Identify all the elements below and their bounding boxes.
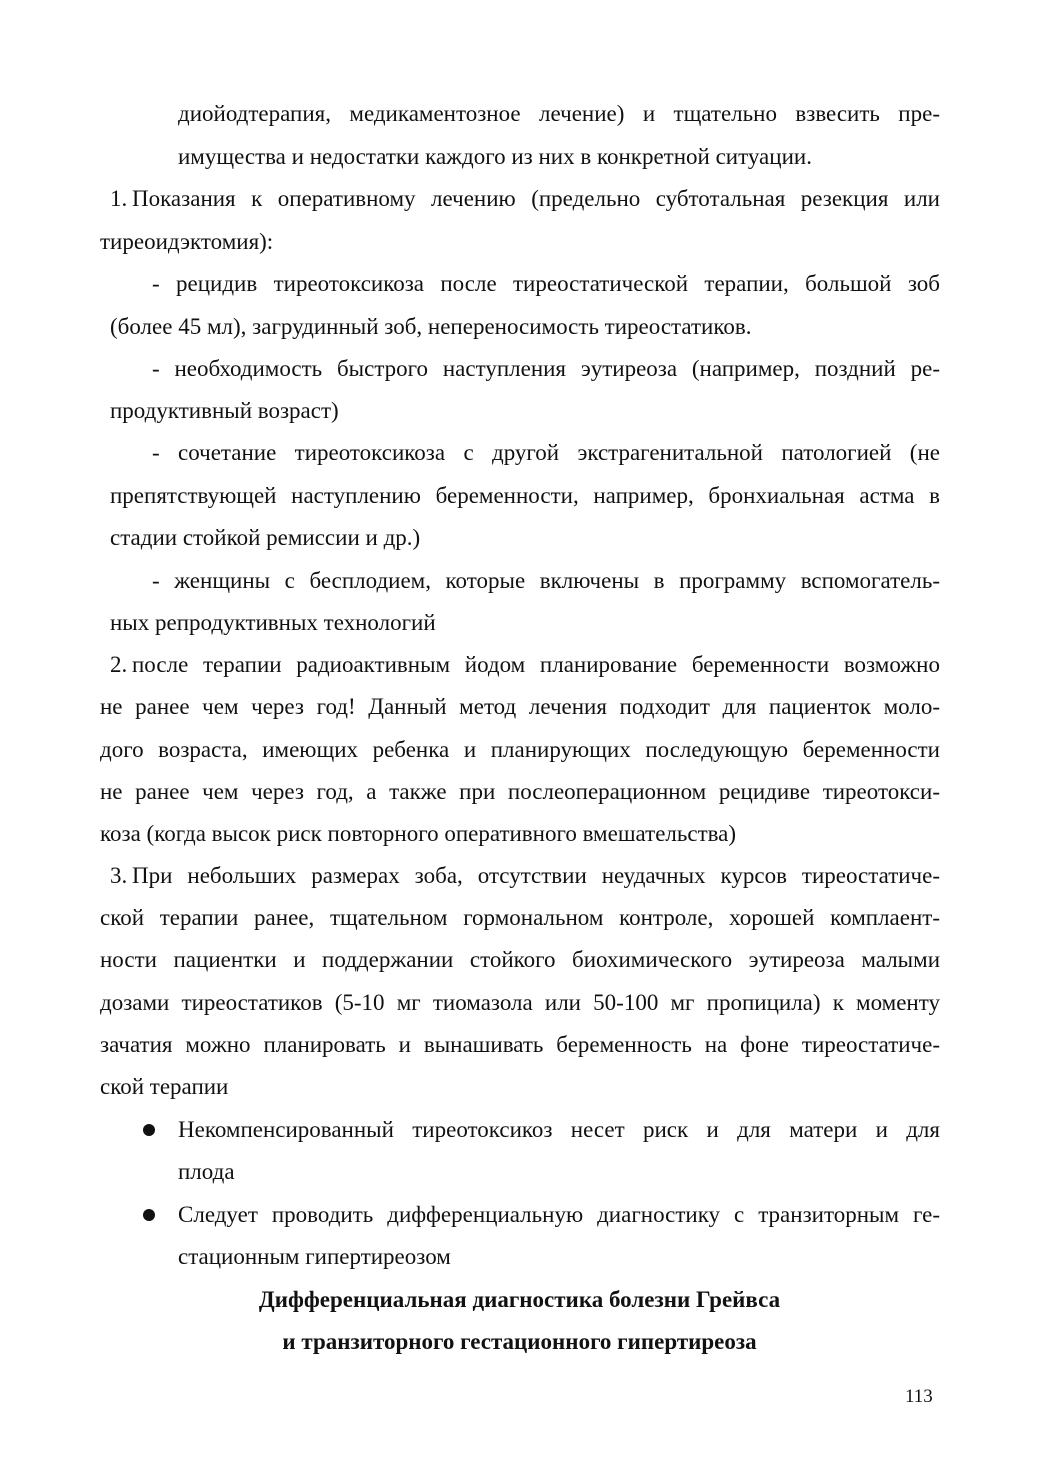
paragraph-line: имущества и недостатки каждого из них в конкретной ситуации.: [178, 144, 812, 169]
paragraph-line: зачатия можно планировать и вынашивать беременность на фоне тиреостатиче-: [100, 1032, 940, 1057]
paragraph-line: ской терапии ранее, тщательном гормональном контроле, хорошей комплаент-: [100, 905, 940, 930]
paragraph-line: препятствующей наступлению беременности, например, бронхиальная астма в: [110, 483, 940, 508]
bullet-icon: [143, 1124, 155, 1136]
indication-item: - рецидив тиреотоксикоза после тиреостатической терапии, большой зоб: [152, 271, 940, 296]
list-number: 1.: [110, 186, 128, 211]
paragraph-line: не ранее чем через год, а также при послеоперационном рецидиве тиреотокси-: [100, 779, 940, 804]
paragraph-line: коза (когда высок риск повторного оперативного вмешательства): [100, 821, 737, 846]
section-heading: Дифференциальная диагностика болезни Грейвса: [258, 1287, 781, 1312]
indication-item: - сочетание тиреотоксикоза с другой экстрагенитальной патологией (не: [152, 440, 940, 465]
paragraph-line: плода: [178, 1159, 235, 1184]
paragraph-line: ности пациентки и поддержании стойкого биохимического эутиреоза малыми: [100, 947, 940, 972]
indication-item: - необходимость быстрого наступления эутиреоза (например, поздний ре-: [152, 356, 940, 381]
paragraph-line: стационным гипертиреозом: [178, 1244, 451, 1269]
section-heading: и транзиторного гестационного гипертиреоза: [282, 1329, 757, 1354]
list-item-text: Показания к оперативному лечению (предельно субтотальная резекция или: [132, 186, 940, 211]
bullet-item-text: Некомпенсированный тиреотоксикоз несет риск и для матери и для: [178, 1117, 940, 1142]
list-item-text: после терапии радиоактивным йодом планирование беременности возможно: [132, 652, 940, 677]
list-number: 3.: [110, 863, 128, 888]
paragraph-line: тиреоидэктомия):: [100, 229, 274, 254]
paragraph-line: продуктивный возраст): [110, 398, 339, 423]
bullet-item-text: Следует проводить дифференциальную диагностику с транзиторным ге-: [178, 1202, 940, 1227]
paragraph-line: дого возраста, имеющих ребенка и планирующих последующую беременности: [100, 737, 940, 762]
page-number: 113: [905, 1386, 933, 1407]
paragraph-line: дозами тиреостатиков (5-10 мг тиомазола или 50-100 мг пропицила) к моменту: [100, 990, 940, 1015]
paragraph-line: ской терапии: [100, 1074, 229, 1099]
paragraph-line: диойодтерапия, медикаментозное лечение) и тщательно взвесить пре-: [178, 101, 940, 126]
paragraph-line: ных репродуктивных технологий: [110, 610, 436, 635]
paragraph-line: не ранее чем через год! Данный метод лечения подходит для пациенток моло-: [100, 694, 940, 719]
bullet-icon: [143, 1209, 155, 1221]
paragraph-line: (более 45 мл), загрудинный зоб, непереносимость тиреостатиков.: [110, 314, 752, 339]
indication-item: - женщины с бесплодием, которые включены в программу вспомогатель-: [152, 568, 940, 593]
list-item-text: При небольших размерах зоба, отсутствии неудачных курсов тиреостатиче-: [132, 863, 940, 888]
paragraph-line: стадии стойкой ремиссии и др.): [110, 525, 421, 550]
list-number: 2.: [110, 652, 128, 677]
